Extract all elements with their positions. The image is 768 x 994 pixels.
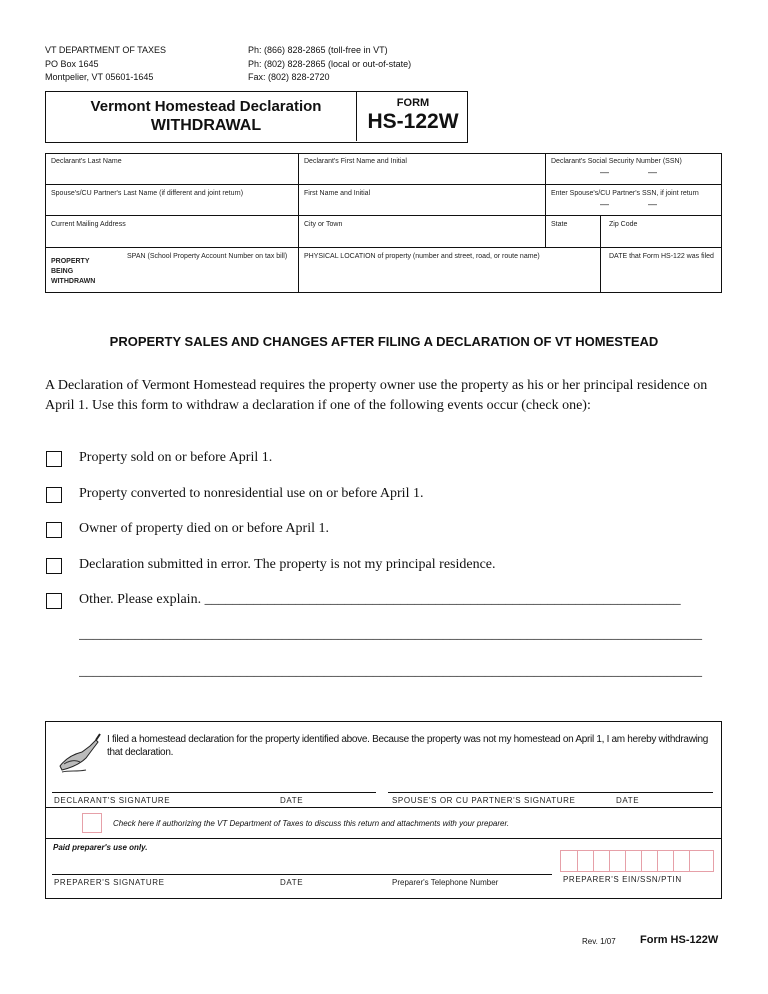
zip-field[interactable]: Zip Code	[609, 221, 638, 228]
declarant-ssn-field[interactable]: Declarant's Social Security Number (SSN)	[551, 158, 682, 165]
explain-line[interactable]: _________________________________________________________________________________________	[79, 627, 702, 642]
agency-city: Montpelier, VT 05601-1645	[45, 72, 154, 82]
agency-po-box: PO Box 1645	[45, 58, 99, 69]
paid-preparer-label: Paid preparer's use only.	[53, 843, 148, 852]
preparer-date-label[interactable]: DATE	[280, 878, 304, 887]
option-checkbox-owner-died[interactable]	[46, 522, 62, 538]
authorize-preparer-checkbox[interactable]	[82, 813, 102, 833]
preparer-ein-label: PREPARER'S EIN/SSN/PTIN	[563, 875, 682, 884]
option-checkbox-error[interactable]	[46, 558, 62, 574]
declarant-signature-label[interactable]: DECLARANT'S SIGNATURE	[54, 796, 171, 805]
spouse-signature-label[interactable]: SPOUSE'S OR CU PARTNER'S SIGNATURE	[392, 796, 576, 805]
option-checkbox-sold[interactable]	[46, 451, 62, 467]
option-checkbox-other[interactable]	[46, 593, 62, 609]
authorize-preparer-label: Check here if authorizing the VT Department of Taxes to discuss this return and attachments with your preparer.	[113, 819, 510, 828]
spouse-ssn-field[interactable]: Enter Spouse's/CU Partner's SSN, if joint return	[551, 190, 699, 197]
phone-local: Ph: (802) 828-2865 (local or out-of-state)	[248, 58, 412, 69]
span-field[interactable]: SPAN (School Property Account Number on tax bill)	[127, 253, 288, 260]
declarant-last-name-field[interactable]: Declarant's Last Name	[51, 158, 122, 165]
explain-line[interactable]: _________________________________________________________________________________________	[79, 664, 702, 679]
ssn-dash: —	[600, 167, 609, 177]
agency-name: VT DEPARTMENT OF TAXES	[45, 45, 167, 55]
option-checkbox-converted[interactable]	[46, 487, 62, 503]
ssn-dash: —	[600, 199, 609, 209]
form-number-box	[356, 92, 468, 141]
state-field[interactable]: State	[551, 221, 568, 228]
ssn-dash: —	[648, 167, 657, 177]
form-label: FORM	[396, 97, 430, 109]
declarant-first-name-field[interactable]: Declarant's First Name and Initial	[304, 158, 407, 165]
date-filed-field[interactable]: DATE that Form HS-122 was filed	[609, 253, 714, 260]
title-box	[45, 91, 468, 143]
intro-paragraph: A Declaration of Vermont Homestead requires the property owner use the property as his or her principal residence on April 1. Use this form to withdraw a declaration if one of the following events occur (check one):	[45, 378, 708, 413]
option-label-owner-died: Owner of property died on or before April 1.	[79, 521, 329, 536]
footer-form-number: Form HS-122W	[640, 934, 719, 946]
agency-address	[45, 44, 166, 85]
spouse-last-name-field[interactable]: Spouse's/CU Partner's Last Name (if different and joint return)	[51, 190, 244, 197]
form-title: Vermont Homestead Declaration	[90, 98, 322, 115]
option-label-converted: Property converted to nonresidential use on or before April 1.	[79, 486, 424, 501]
preparer-signature-label[interactable]: PREPARER'S SIGNATURE	[54, 878, 165, 887]
declarant-date-label[interactable]: DATE	[280, 796, 304, 805]
spouse-date-label[interactable]: DATE	[616, 796, 640, 805]
section-heading: PROPERTY SALES AND CHANGES AFTER FILING A DECLARATION OF VT HOMESTEAD	[109, 334, 659, 349]
preparer-phone-label[interactable]: Preparer's Telephone Number	[392, 878, 499, 887]
spouse-first-name-field[interactable]: First Name and Initial	[304, 190, 371, 197]
signing-hand-icon	[56, 730, 102, 776]
fax-number: Fax: (802) 828-2720	[248, 72, 330, 82]
agency-phones	[248, 44, 411, 85]
city-field[interactable]: City or Town	[304, 221, 343, 228]
phone-tollfree: Ph: (866) 828-2865 (toll-free in VT)	[248, 45, 388, 55]
physical-location-field[interactable]: PHYSICAL LOCATION of property (number and street, road, or route name)	[304, 253, 540, 260]
mailing-address-field[interactable]: Current Mailing Address	[51, 221, 126, 228]
option-label-other: Other. Please explain. ____________________________________________________________________	[79, 592, 681, 607]
form-number: HS-122W	[367, 110, 459, 133]
property-withdrawn-label: PROPERTY BEING WITHDRAWN	[51, 258, 96, 285]
withdrawal-statement: I filed a homestead declaration for the property identified above. Because the property was not my homestead on April 1, I am hereby withdrawing that declaration.	[107, 734, 709, 758]
option-label-error: Declaration submitted in error. The property is not my principal residence.	[79, 557, 496, 572]
option-label-sold: Property sold on or before April 1.	[79, 450, 273, 465]
form-subtitle: WITHDRAWAL	[150, 117, 262, 134]
ssn-dash: —	[648, 199, 657, 209]
revision-date: Rev. 1/07	[582, 937, 616, 946]
preparer-ein-grid[interactable]	[560, 850, 714, 872]
